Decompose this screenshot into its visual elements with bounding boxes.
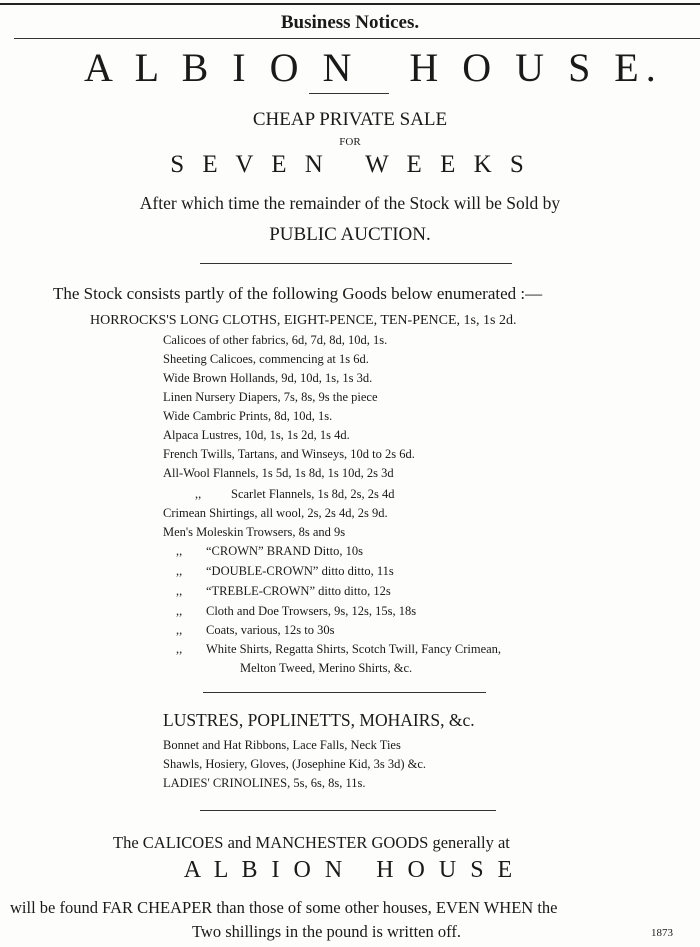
- list-item-ditto: [176, 583, 391, 599]
- list-item: Linen Nursery Diapers, 7s, 8s, 9s the piece: [163, 390, 378, 404]
- stock-intro: The Stock consists partly of the following Goods below enumerated :—: [53, 284, 543, 303]
- top-rule: [0, 3, 700, 5]
- list-item: LADIES' CRINOLINES, 5s, 6s, 8s, 11s.: [163, 776, 366, 790]
- divider-1: [309, 93, 389, 94]
- ditto-mark: ,,: [176, 564, 183, 578]
- ditto-mark: ,,: [176, 544, 183, 558]
- list-item: All-Wool Flannels, 1s 5d, 1s 8d, 1s 10d, 2s 3d: [163, 466, 394, 480]
- list-item: Wide Cambric Prints, 8d, 10d, 1s.: [163, 409, 333, 423]
- ditto-text: Cloth and Doe Trowsers, 9s, 12s, 15s, 18s: [206, 604, 417, 618]
- divider-4: [200, 810, 496, 811]
- list-item: Shawls, Hosiery, Gloves, (Josephine Kid, 3s 3d) &c.: [163, 757, 427, 771]
- list-item: Sheeting Calicoes, commencing at 1s 6d.: [163, 352, 369, 366]
- header-rule: [14, 38, 700, 39]
- sale-line-3: S E V E N W E E K S: [170, 151, 530, 178]
- list-item: French Twills, Tartans, and Winseys, 10d to 2s 6d.: [163, 447, 415, 461]
- ditto-mark: ,,: [176, 623, 183, 637]
- ditto-text: Scarlet Flannels, 1s 8d, 2s, 2s 4d: [231, 487, 395, 501]
- list-item-ditto: [176, 603, 416, 619]
- ditto-mark: ,,: [176, 642, 183, 656]
- sale-line-1: CHEAP PRIVATE SALE: [252, 109, 448, 130]
- closing-line-2: A L B I O N H O U S E: [183, 857, 517, 883]
- list-item-ditto: [176, 641, 501, 657]
- list-item-ditto: [176, 622, 334, 638]
- divider-3: [203, 692, 486, 693]
- ditto-mark: ,,: [176, 584, 183, 598]
- closing-line-3: will be found FAR CHEAPER than those of some other houses, EVEN WHEN the: [10, 898, 558, 917]
- sale-line-4: After which time the remainder of the Stock will be Sold by: [139, 193, 561, 213]
- closing-line-4: Two shillings in the pound is written off.: [192, 922, 461, 941]
- stock-headline: HORROCKS'S LONG CLOTHS, EIGHT-PENCE, TEN-PENCE, 1s, 1s 2d.: [90, 313, 517, 328]
- list-item-ditto: [176, 543, 363, 559]
- list-item: Calicoes of other fabrics, 6d, 7d, 8d, 10d, 1s.: [163, 333, 388, 347]
- lustres-headline: LUSTRES, POPLINETTS, MOHAIRS, &c.: [163, 710, 475, 730]
- ditto-text: “CROWN” BRAND Ditto, 10s: [206, 544, 363, 558]
- sale-line-2: FOR: [339, 136, 361, 148]
- page-number: 1873: [651, 927, 673, 939]
- ditto-text: “DOUBLE-CROWN” ditto ditto, 11s: [206, 564, 394, 578]
- list-item: Bonnet and Hat Ribbons, Lace Falls, Neck Ties: [163, 738, 401, 752]
- ditto-mark: ,,: [195, 487, 202, 501]
- sale-line-5: PUBLIC AUCTION.: [269, 224, 431, 245]
- ditto-text: White Shirts, Regatta Shirts, Scotch Twill, Fancy Crimean,: [206, 642, 502, 656]
- list-item-continuation: Melton Tweed, Merino Shirts, &c.: [240, 661, 413, 675]
- ditto-text: Coats, various, 12s to 30s: [206, 623, 335, 637]
- ditto-text: “TREBLE-CROWN” ditto ditto, 12s: [206, 584, 391, 598]
- list-item-ditto: [195, 486, 395, 502]
- list-item-ditto: [176, 563, 394, 579]
- section-header: Business Notices.: [280, 12, 420, 33]
- divider-2: [200, 263, 512, 264]
- list-item: Alpaca Lustres, 10d, 1s, 1s 2d, 1s 4d.: [163, 428, 350, 442]
- masthead-title: A L B I O N H O U S E.: [84, 45, 663, 90]
- list-item: Men's Moleskin Trowsers, 8s and 9s: [163, 525, 346, 539]
- ditto-mark: ,,: [176, 604, 183, 618]
- closing-line-1: The CALICOES and MANCHESTER GOODS generally at: [113, 833, 510, 852]
- list-item: Crimean Shirtings, all wool, 2s, 2s 4d, 2s 9d.: [163, 506, 388, 520]
- list-item: Wide Brown Hollands, 9d, 10d, 1s, 1s 3d.: [163, 371, 373, 385]
